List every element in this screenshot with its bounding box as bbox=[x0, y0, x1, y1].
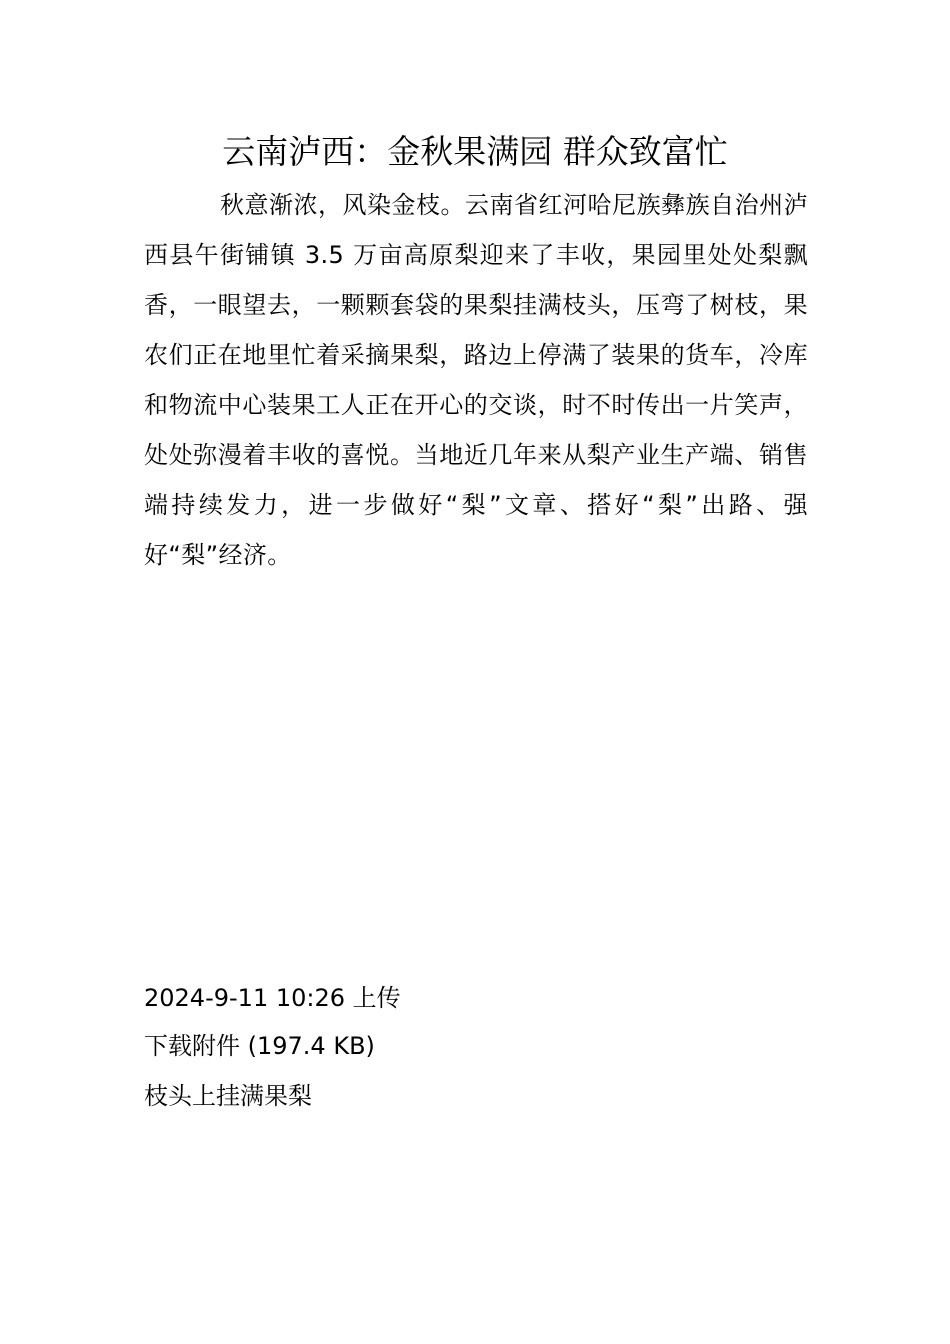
article-body: 秋意渐浓，风染金枝。云南省红河哈尼族彝族自治州泸西县午街铺镇 3.5 万亩高原梨迎来了丰收，果园里处处梨飘香，一眼望去，一颗颗套袋的果梨挂满枝头，压弯了树枝，果农们正在地里忙着采摘果梨，路边上停满了装果的货车，冷库和物流中心装果工人正在开心的交谈，时不时传出一片笑声，处处弥漫着丰收的喜悦。当地近几年来从梨产业生产端、销售端持续发力，进一步做好“梨”文章、搭好“梨”出路、强好“梨”经济。 bbox=[144, 191, 808, 569]
upload-timestamp: 2024-9-11 10:26 上传 bbox=[144, 984, 401, 1012]
download-attachment-link[interactable]: 下载附件 (197.4 KB) bbox=[144, 1032, 375, 1060]
image-caption: 枝头上挂满果梨 bbox=[144, 1082, 312, 1110]
article-title: 云南泸西：金秋果满园 群众致富忙 bbox=[222, 132, 728, 171]
